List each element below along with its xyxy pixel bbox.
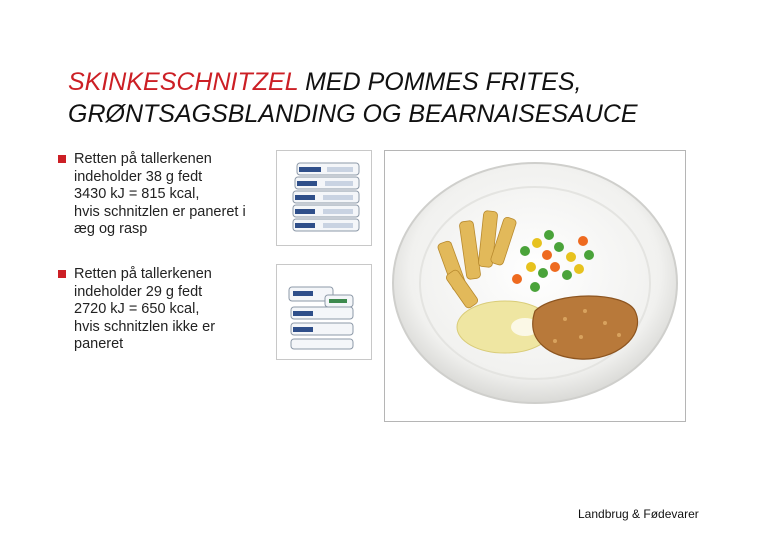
bullet-marker-2 bbox=[58, 270, 66, 278]
bullet-2-line: paneret bbox=[74, 336, 124, 352]
bullet-2-line: indeholder 29 g fedt bbox=[74, 283, 203, 300]
title-line-2: GRØNTSAGSBLANDING OG BEARNAISESAUCE bbox=[68, 100, 638, 128]
butter-packs-image-1 bbox=[276, 150, 372, 246]
bullet-2-line: hvis schnitzlen ikke er bbox=[74, 318, 216, 335]
title-line-1-rest: MED POMMES FRITES, bbox=[298, 68, 582, 96]
slide-title bbox=[68, 66, 638, 130]
bullet-marker-1 bbox=[58, 155, 66, 163]
title-accent: SKINKESCHNITZEL bbox=[68, 68, 299, 96]
bullet-1-line: indeholder 38 g fedt bbox=[74, 168, 203, 185]
bullet-1-line: æg og rasp bbox=[74, 221, 148, 237]
bullet-text-1 bbox=[74, 151, 274, 239]
butter-packs-image-2 bbox=[276, 264, 372, 360]
butter-packs-stack-icon bbox=[277, 265, 371, 359]
butter-packs-stack-icon bbox=[277, 151, 371, 245]
title-line-1 bbox=[68, 66, 638, 98]
footer-text: Landbrug & Fødevarer bbox=[578, 507, 699, 521]
bullet-2-line: Retten på tallerkenen bbox=[74, 266, 212, 282]
bullet-2-line: 2720 kJ = 650 kcal, bbox=[74, 301, 200, 317]
bullet-1-line: hvis schnitzlen er paneret i bbox=[74, 203, 246, 220]
bullet-1-line: 3430 kJ = 815 kcal, bbox=[74, 186, 200, 202]
bullet-text-2 bbox=[74, 266, 274, 354]
plate-photo bbox=[384, 150, 686, 422]
bullet-1-line: Retten på tallerkenen bbox=[74, 151, 212, 167]
plate-illustration bbox=[385, 151, 685, 421]
